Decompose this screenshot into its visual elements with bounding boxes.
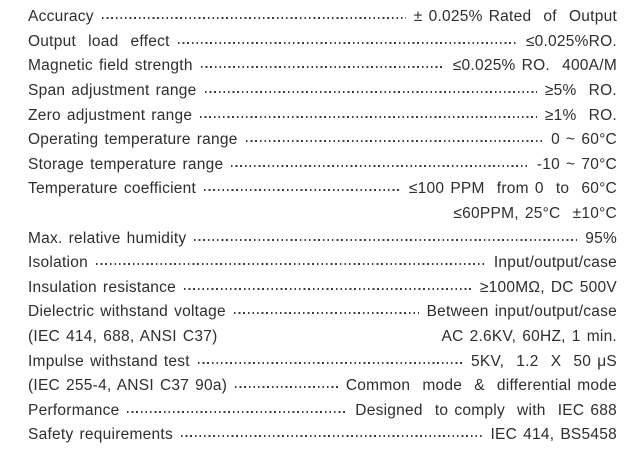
- spec-label: Operating temperature range: [28, 131, 238, 149]
- spec-value: ≥1% RO.: [544, 106, 617, 124]
- spec-value: Common mode & differential mode: [345, 377, 617, 395]
- spec-value: -10 ~ 70°C: [536, 155, 617, 173]
- spec-row: [28, 79, 617, 104]
- spec-row: [28, 423, 617, 448]
- spec-label: Impulse withstand test: [28, 352, 190, 370]
- spec-row: [28, 177, 617, 202]
- spec-value: ≤60PPM, 25°C ±10°C: [453, 205, 617, 223]
- spec-row: [28, 30, 617, 55]
- spec-row: [28, 349, 617, 374]
- spec-value: ± 0.025% Rated of Output: [413, 8, 617, 26]
- spec-label: (IEC 255-4, ANSI C37 90a): [28, 377, 228, 395]
- dotted-leader: [96, 263, 486, 265]
- dotted-leader: [246, 140, 543, 142]
- dotted-leader: [178, 42, 518, 44]
- dotted-leader: [127, 411, 347, 413]
- spec-value: ≤0.025%RO.: [525, 32, 617, 50]
- spec-value: ≥5% RO.: [544, 82, 617, 100]
- dotted-leader: [235, 386, 338, 388]
- spec-row: [28, 251, 617, 276]
- spec-row: [28, 202, 617, 227]
- spec-label: Dielectric withstand voltage: [28, 303, 226, 321]
- spec-label: (IEC 414, 688, ANSI C37): [28, 328, 218, 346]
- spec-value: Between input/output/case: [426, 303, 617, 321]
- spec-label: Output load effect: [28, 32, 170, 50]
- spec-value: 5KV, 1.2 X 50 μS: [471, 352, 617, 370]
- spec-label: Temperature coefficient: [28, 180, 197, 198]
- spec-value: ≤0.025% RO. 400A/M: [452, 57, 617, 75]
- spec-row: [28, 374, 617, 399]
- spec-value: Designed to comply with IEC 688: [355, 401, 617, 419]
- spec-value: ≥100MΩ, DC 500V: [479, 278, 617, 296]
- dotted-leader: [225, 337, 433, 339]
- spec-value: ≤100 PPM from 0 to 60°C: [408, 180, 617, 198]
- dotted-leader: [102, 17, 406, 19]
- spec-row: [28, 103, 617, 128]
- spec-row: [28, 226, 617, 251]
- spec-label: Performance: [28, 401, 120, 419]
- spec-row: [28, 300, 617, 325]
- spec-row: [28, 325, 617, 350]
- spec-value: Input/output/case: [493, 254, 617, 272]
- spec-label: Isolation: [28, 254, 88, 272]
- dotted-leader: [181, 435, 483, 437]
- spec-row: [28, 128, 617, 153]
- spec-row: [28, 276, 617, 301]
- spec-label: Insulation resistance: [28, 278, 177, 296]
- spec-row-list: [28, 5, 617, 448]
- spec-label: Safety requirements: [28, 426, 173, 444]
- spec-label: Max. relative humidity: [28, 229, 187, 247]
- spec-value: 0 ~ 60°C: [551, 131, 617, 149]
- dotted-leader: [204, 189, 401, 191]
- spec-row: [28, 54, 617, 79]
- dotted-leader: [200, 116, 537, 118]
- spec-row: [28, 5, 617, 30]
- spec-label: Magnetic field strength: [28, 57, 193, 75]
- spec-label: Storage temperature range: [28, 155, 224, 173]
- dotted-leader: [194, 239, 577, 241]
- dotted-leader: [36, 214, 445, 216]
- dotted-leader: [231, 165, 528, 167]
- dotted-leader: [234, 312, 419, 314]
- spec-label: Zero adjustment range: [28, 106, 193, 124]
- dotted-leader: [184, 288, 472, 290]
- spec-value: IEC 414, BS5458: [490, 426, 617, 444]
- spec-row: [28, 399, 617, 424]
- dotted-leader: [198, 362, 463, 364]
- spec-label: Span adjustment range: [28, 82, 197, 100]
- dotted-leader: [201, 66, 445, 68]
- spec-row: [28, 153, 617, 178]
- spec-value: 95%: [585, 229, 617, 247]
- dotted-leader: [205, 91, 537, 93]
- spec-value: AC 2.6KV, 60HZ, 1 min.: [441, 328, 617, 346]
- spec-label: Accuracy: [28, 8, 94, 26]
